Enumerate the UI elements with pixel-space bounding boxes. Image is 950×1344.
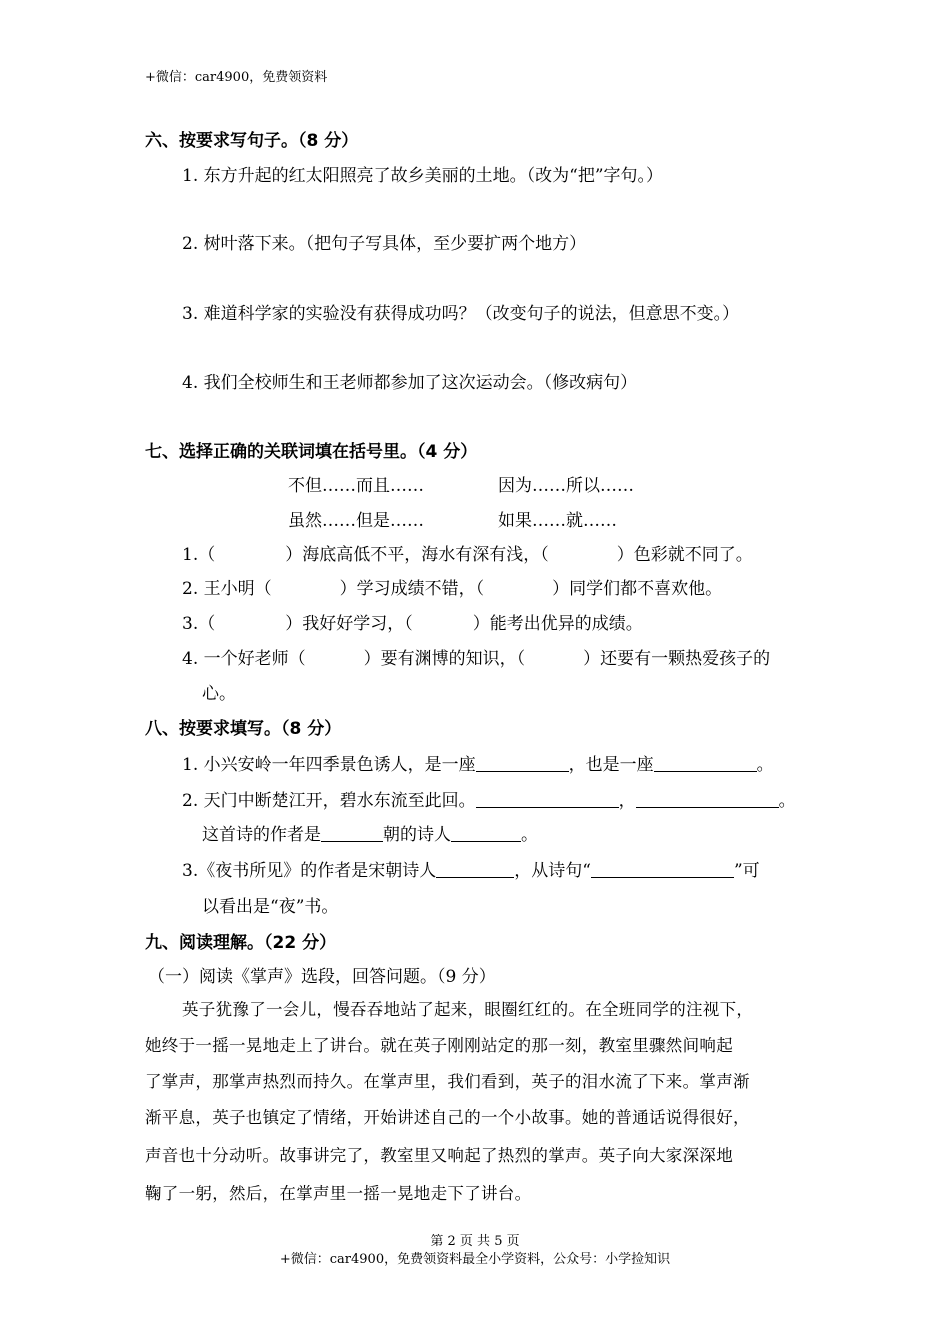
passage-line: 渐平息，英子也镇定了情绪，开始讲述自己的一个小故事。她的普通话说得很好， (145, 1108, 750, 1127)
fill-blank[interactable] (636, 791, 779, 808)
passage-line: 了掌声，那掌声热烈而持久。在掌声里，我们看到，英子的泪水流了下来。掌声渐 (145, 1072, 750, 1091)
page-number: 第 2 页 共 5 页 (430, 1234, 520, 1249)
s8-question-1: 1. 小兴安岭一年四季景色诱人，是一座 ，也是一座 。 (182, 755, 774, 775)
fill-blank[interactable] (451, 825, 521, 842)
passage-line: 声音也十分动听。故事讲完了，教室里又响起了热烈的掌声。英子向大家深深地 (145, 1146, 733, 1165)
s6-question-4: 4. 我们全校师生和王老师都参加了这次运动会。（修改病句） (182, 373, 638, 393)
footer-note: +微信：car4900，免费领资料最全小学资料，公众号：小学捡知识 (279, 1252, 671, 1267)
fill-blank[interactable] (476, 755, 569, 772)
passage-line: 鞠了一躬，然后，在掌声里一摇一晃地走下了讲台。 (145, 1184, 532, 1203)
s6-question-3: 3. 难道科学家的实验没有获得成功吗？（改变句子的说法，但意思不变。） (182, 304, 740, 324)
s7-question-2: 2. 王小明（ ）学习成绩不错，（ ）同学们都不喜欢他。 (182, 579, 723, 599)
s7-question-4-cont: 心。 (202, 684, 236, 704)
section-7-title: 七、选择正确的关联词填在括号里。（4 分） (145, 442, 478, 462)
fill-blank[interactable] (654, 755, 757, 772)
word-bank-item: 因为……所以…… (498, 476, 634, 496)
s7-question-1: 1.（ ）海底高低不平，海水有深有浅，（ ）色彩就不同了。 (182, 545, 753, 565)
s8-question-3: 3.《夜书所见》的作者是宋朝诗人 ，从诗句“ ”可 (182, 861, 760, 881)
section-6-title: 六、按要求写句子。（8 分） (145, 131, 359, 151)
s7-question-4: 4. 一个好老师（ ）要有渊博的知识，（ ）还要有一颗热爱孩子的 (182, 649, 771, 669)
section-8-title: 八、按要求填写。（8 分） (145, 719, 342, 739)
word-bank-item: 如果……就…… (498, 511, 617, 531)
fill-blank[interactable] (436, 861, 514, 878)
passage-line: 她终于一摇一晃地走上了讲台。就在英子刚刚站定的那一刻，教室里骤然间响起 (145, 1036, 733, 1055)
s8-question-2-cont: 这首诗的作者是 朝的诗人 。 (202, 825, 538, 845)
s6-question-1: 1. 东方升起的红太阳照亮了故乡美丽的土地。（改为“把”字句。） (182, 166, 664, 186)
s6-question-2: 2. 树叶落下来。（把句子写具体，至少要扩两个地方） (182, 234, 587, 254)
passage-line: 英子犹豫了一会儿，慢吞吞地站了起来，眼圈红红的。在全班同学的注视下， (182, 1000, 754, 1019)
reading-subtitle: （一）阅读《掌声》选段，回答问题。（9 分） (148, 967, 496, 987)
section-9-title: 九、阅读理解。（22 分） (145, 933, 337, 953)
s8-question-3-cont: 以看出是“夜”书。 (202, 897, 339, 917)
fill-blank[interactable] (591, 861, 734, 878)
fill-blank[interactable] (476, 791, 619, 808)
s7-question-3: 3.（ ）我好好学习，（ ）能考出优异的成绩。 (182, 614, 643, 634)
word-bank-item: 不但……而且…… (288, 476, 424, 496)
s8-question-2: 2. 天门中断楚江开，碧水东流至此回。 ， 。 (182, 791, 796, 811)
fill-blank[interactable] (321, 825, 383, 842)
word-bank-item: 虽然……但是…… (288, 511, 424, 531)
header-note: +微信：car4900，免费领资料 (145, 70, 328, 85)
